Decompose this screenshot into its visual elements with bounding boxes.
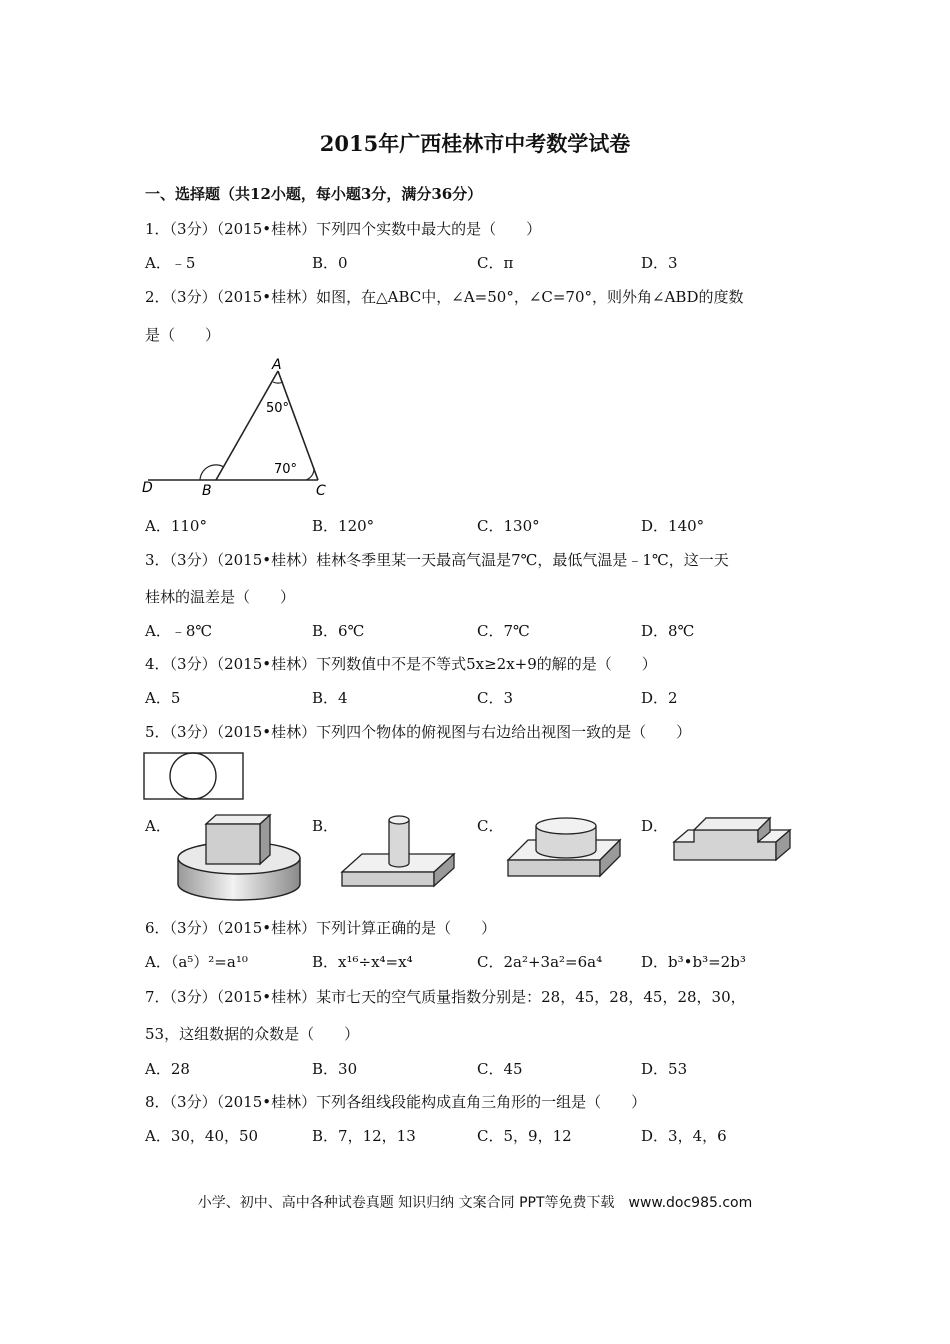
q4-option-a: A．5: [145, 689, 181, 707]
question-7-stem-line1: 7．（3分）（2015•桂林）某市七天的空气质量指数分别是：28，45，28，45，28，30，: [145, 988, 746, 1006]
question-2-stem-line1: 2．（3分）（2015•桂林）如图，在△ABC中，∠A=50°，∠C=70°，则外角∠ABD的度数: [145, 288, 744, 306]
q3-option-a: A．﹣8℃: [145, 622, 213, 640]
vertex-c-label: C: [316, 483, 326, 499]
q2-option-b: B．120°: [312, 517, 375, 535]
question-1-stem: 1．（3分）（2015•桂林）下列四个实数中最大的是（ ）: [145, 220, 542, 238]
q6-option-b: B．x¹⁶÷x⁴=x⁴: [312, 953, 413, 971]
q5-option-d: D．: [641, 817, 669, 835]
top-view-figure: [143, 752, 245, 802]
question-5-stem: 5．（3分）（2015•桂林）下列四个物体的俯视图与右边给出视图一致的是（ ）: [145, 723, 692, 741]
q8-option-c: C．5，9，12: [477, 1127, 572, 1145]
question-6-stem: 6．（3分）（2015•桂林）下列计算正确的是（ ）: [145, 919, 497, 937]
q7-option-c: C．45: [477, 1060, 523, 1078]
angle-c-label: 70°: [274, 462, 298, 477]
footer-text: 小学、初中、高中各种试卷真题 知识归纳 文案合同 PPT等免费下载 www.doc985.com: [197, 1195, 753, 1211]
q5-shape-c: [504, 812, 624, 884]
q6-option-c: C．2a²+3a²=6a⁴: [477, 953, 603, 971]
q6-option-d: D．b³•b³=2b³: [641, 953, 746, 971]
q7-option-a: A．28: [145, 1060, 190, 1078]
q5-shape-b: [338, 812, 458, 892]
q7-option-d: D．53: [641, 1060, 688, 1078]
q1-option-c: C．π: [477, 254, 514, 272]
q3-option-b: B．6℃: [312, 622, 365, 640]
q2-option-c: C．130°: [477, 517, 540, 535]
page-title: 2015年广西桂林市中考数学试卷: [319, 131, 631, 156]
q5-option-c: C．: [477, 817, 504, 835]
q2-option-a: A．110°: [145, 517, 207, 535]
question-8-stem: 8．（3分）（2015•桂林）下列各组线段能构成直角三角形的一组是（ ）: [145, 1093, 647, 1111]
q5-option-b: B．: [312, 817, 339, 835]
angle-a-label: 50°: [266, 401, 290, 416]
q8-option-b: B．7，12，13: [312, 1127, 416, 1145]
q4-option-d: D．2: [641, 689, 678, 707]
vertex-b-label: B: [202, 483, 212, 499]
question-3-stem-line2: 桂林的温差是（ ）: [145, 588, 296, 606]
q1-option-b: B．0: [312, 254, 348, 272]
triangle-figure: [140, 355, 340, 505]
q4-option-b: B．4: [312, 689, 348, 707]
question-4-stem: 4．（3分）（2015•桂林）下列数值中不是不等式5x≥2x+9的解的是（ ）: [145, 655, 657, 673]
question-3-stem-line1: 3．（3分）（2015•桂林）桂林冬季里某一天最高气温是7℃，最低气温是﹣1℃，这一天: [145, 551, 729, 569]
q2-option-d: D．140°: [641, 517, 705, 535]
q5-shape-a: [174, 812, 304, 904]
q5-option-a: A．: [145, 817, 171, 835]
q5-shape-d: [670, 812, 800, 872]
q1-option-a: A．﹣5: [145, 254, 196, 272]
q4-option-c: C．3: [477, 689, 514, 707]
section-heading: 一、选择题（共12小题，每小题3分，满分36分）: [145, 185, 483, 203]
vertex-d-label: D: [142, 480, 153, 496]
q6-option-a: A．（a⁵）²=a¹⁰: [145, 953, 248, 971]
q1-option-d: D．3: [641, 254, 678, 272]
vertex-a-label: A: [272, 357, 282, 373]
q8-option-a: A．30，40，50: [145, 1127, 259, 1145]
q3-option-d: D．8℃: [641, 622, 695, 640]
q8-option-d: D．3，4，6: [641, 1127, 727, 1145]
question-2-stem-line2: 是（ ）: [145, 326, 221, 344]
question-7-stem-line2: 53，这组数据的众数是（ ）: [145, 1025, 360, 1043]
q7-option-b: B．30: [312, 1060, 358, 1078]
q3-option-c: C．7℃: [477, 622, 530, 640]
